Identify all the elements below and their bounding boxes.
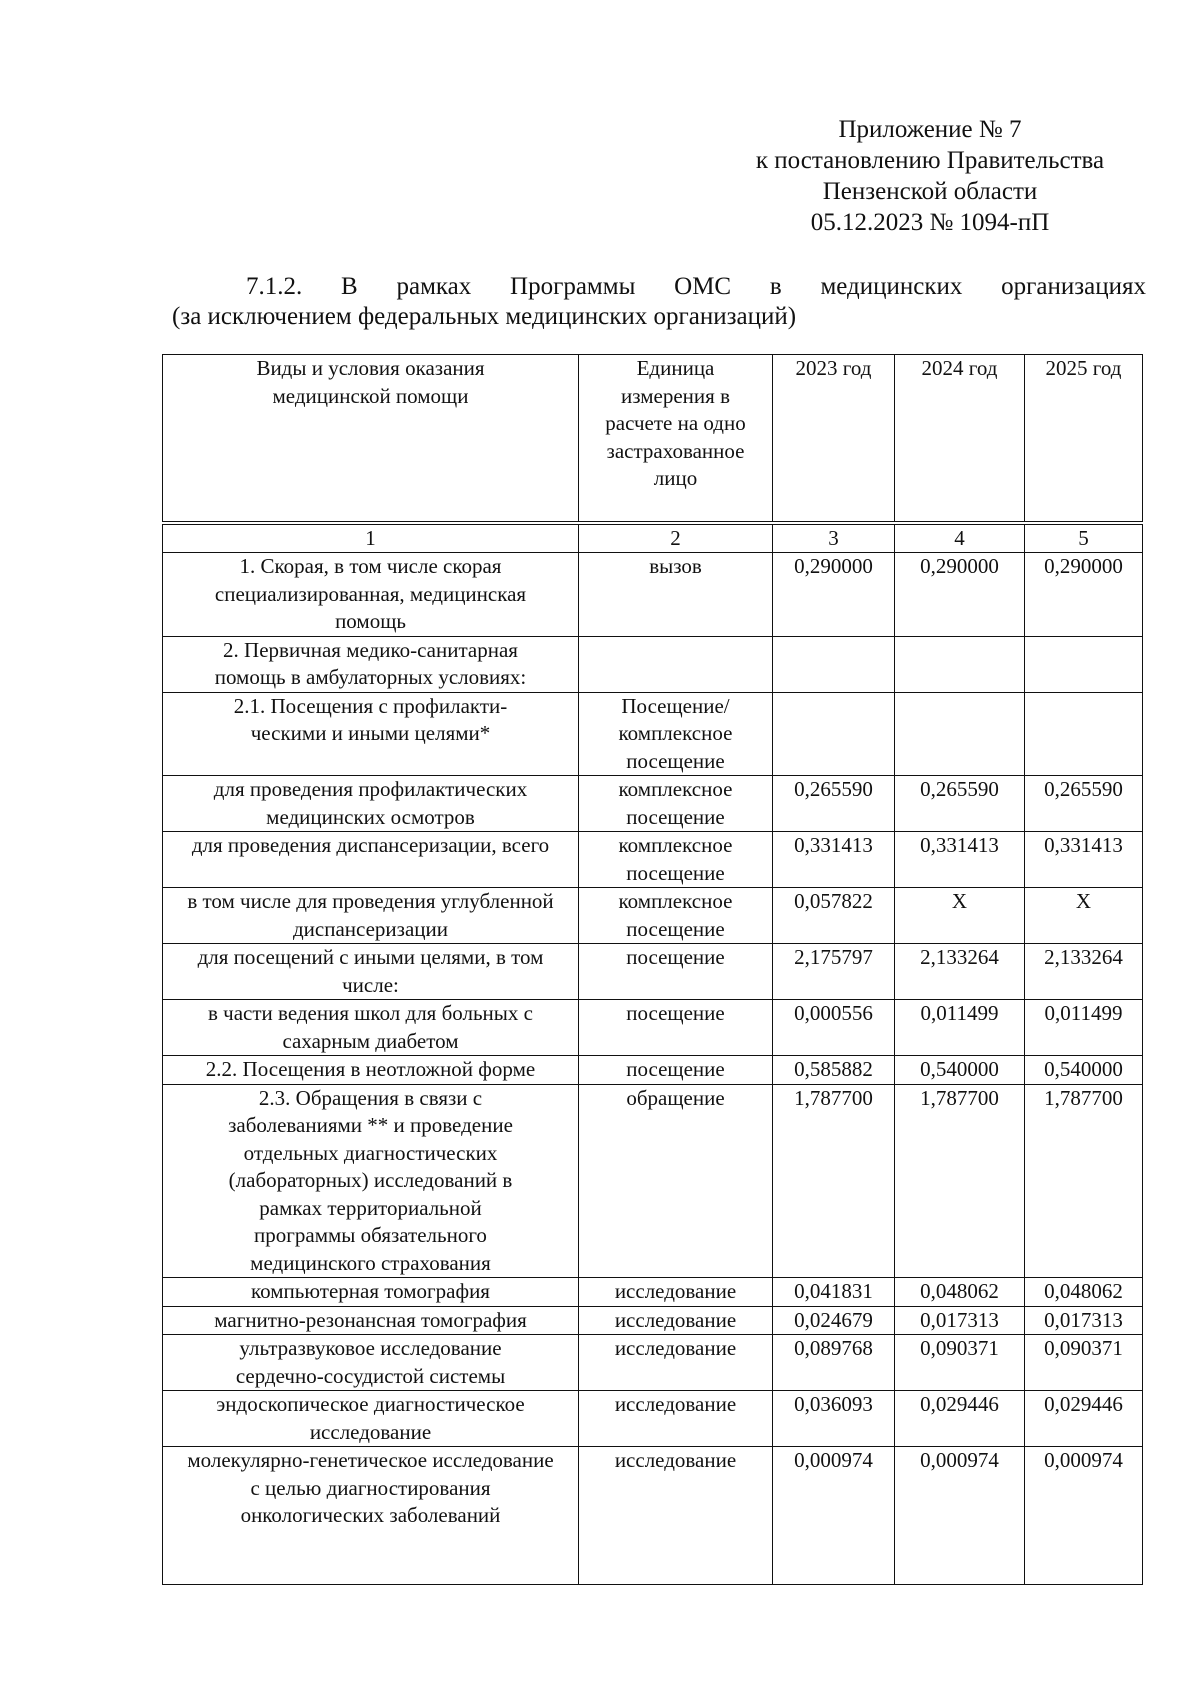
- row-value-2025: 0,331413: [1025, 832, 1143, 888]
- row-value-2024: 2,133264: [895, 944, 1025, 1000]
- section-heading-line1: 7.1.2. В рамках Программы ОМС в медицинских организациях: [246, 273, 1146, 300]
- row-value-2023: 0,331413: [773, 832, 895, 888]
- table-row: [163, 888, 1143, 944]
- row-care-type: ультразвуковое исследование сердечно-сосудистой системы: [163, 1335, 579, 1391]
- table-row: [163, 1335, 1143, 1391]
- header-2025: 2025 год: [1025, 355, 1143, 524]
- row-care-type: для проведения профилактических медицинских осмотров: [163, 776, 579, 832]
- header-unit: Единица измерения в расчете на одно застрахованное лицо: [579, 355, 773, 524]
- table-row: [163, 553, 1143, 637]
- row-value-2025: [1025, 692, 1143, 776]
- row-value-2024: 0,265590: [895, 776, 1025, 832]
- row-value-2023: 0,036093: [773, 1391, 895, 1447]
- appendix-number: Приложение № 7: [838, 116, 1022, 143]
- row-unit: посещение: [579, 1000, 773, 1056]
- row-care-type: для посещений с иными целями, в том числе:: [163, 944, 579, 1000]
- row-value-2023: [773, 636, 895, 692]
- row-value-2025: 1,787700: [1025, 1084, 1143, 1278]
- table-row: [163, 692, 1143, 776]
- row-care-type: магнитно-резонансная томография: [163, 1306, 579, 1335]
- row-unit: обращение: [579, 1084, 773, 1278]
- row-value-2025: Х: [1025, 888, 1143, 944]
- row-value-2023: 0,585882: [773, 1056, 895, 1085]
- row-care-type: компьютерная томография: [163, 1278, 579, 1307]
- row-unit: комплексное посещение: [579, 776, 773, 832]
- table-row: [163, 776, 1143, 832]
- row-unit: посещение: [579, 1056, 773, 1085]
- table-row: [163, 1447, 1143, 1585]
- row-value-2024: 0,331413: [895, 832, 1025, 888]
- row-value-2023: 0,000556: [773, 1000, 895, 1056]
- table-row: [163, 1306, 1143, 1335]
- row-unit: посещение: [579, 944, 773, 1000]
- row-care-type: в том числе для проведения углубленной диспансеризации: [163, 888, 579, 944]
- row-value-2024: [895, 692, 1025, 776]
- row-value-2024: [895, 636, 1025, 692]
- table-row: [163, 1056, 1143, 1085]
- row-unit: комплексное посещение: [579, 832, 773, 888]
- column-number: 5: [1025, 523, 1143, 553]
- row-care-type: эндоскопическое диагностическое исследование: [163, 1391, 579, 1447]
- row-care-type: 2.1. Посещения с профилакти-ческими и иными целями*: [163, 692, 579, 776]
- table-row: [163, 1084, 1143, 1278]
- row-value-2023: [773, 692, 895, 776]
- row-value-2025: 0,011499: [1025, 1000, 1143, 1056]
- header-care-type: Виды и условия оказания медицинской помощи: [163, 355, 579, 524]
- row-value-2025: 0,048062: [1025, 1278, 1143, 1307]
- row-care-type: для проведения диспансеризации, всего: [163, 832, 579, 888]
- table-row: [163, 1391, 1143, 1447]
- row-value-2023: 0,000974: [773, 1447, 895, 1585]
- column-number: 4: [895, 523, 1025, 553]
- table-row: [163, 1278, 1143, 1307]
- table-header-row: [163, 355, 1143, 524]
- row-value-2024: 0,290000: [895, 553, 1025, 637]
- row-value-2024: 0,048062: [895, 1278, 1025, 1307]
- appendix-date-number: 05.12.2023 № 1094-пП: [810, 209, 1050, 236]
- row-value-2024: 0,540000: [895, 1056, 1025, 1085]
- header-2024: 2024 год: [895, 355, 1025, 524]
- appendix-block: [700, 114, 1160, 238]
- row-value-2024: 0,000974: [895, 1447, 1025, 1585]
- row-value-2025: 0,540000: [1025, 1056, 1143, 1085]
- table-row: [163, 636, 1143, 692]
- row-value-2025: 0,017313: [1025, 1306, 1143, 1335]
- row-unit: [579, 636, 773, 692]
- appendix-resolution: к постановлению Правительства: [755, 147, 1105, 174]
- row-value-2023: 0,024679: [773, 1306, 895, 1335]
- row-unit: исследование: [579, 1447, 773, 1585]
- header-2023: 2023 год: [773, 355, 895, 524]
- row-value-2023: 2,175797: [773, 944, 895, 1000]
- row-value-2024: 0,011499: [895, 1000, 1025, 1056]
- volume-table: [162, 354, 1143, 1585]
- row-unit: исследование: [579, 1335, 773, 1391]
- row-unit: исследование: [579, 1391, 773, 1447]
- row-unit: исследование: [579, 1278, 773, 1307]
- table-row: [163, 1000, 1143, 1056]
- row-unit: Посещение/ комплексное посещение: [579, 692, 773, 776]
- row-unit: вызов: [579, 553, 773, 637]
- row-value-2023: 0,057822: [773, 888, 895, 944]
- row-value-2025: 0,265590: [1025, 776, 1143, 832]
- row-value-2025: 0,000974: [1025, 1447, 1143, 1585]
- table-row: [163, 832, 1143, 888]
- row-care-type: в части ведения школ для больных с сахарным диабетом: [163, 1000, 579, 1056]
- row-care-type: 2.2. Посещения в неотложной форме: [163, 1056, 579, 1085]
- section-heading: [172, 272, 1146, 332]
- row-value-2025: 0,290000: [1025, 553, 1143, 637]
- row-value-2024: 0,029446: [895, 1391, 1025, 1447]
- row-value-2023: 1,787700: [773, 1084, 895, 1278]
- row-care-type: 1. Скорая, в том числе скорая специализированная, медицинская помощь: [163, 553, 579, 637]
- row-unit: комплексное посещение: [579, 888, 773, 944]
- row-value-2023: 0,265590: [773, 776, 895, 832]
- column-number: 3: [773, 523, 895, 553]
- row-value-2025: 0,090371: [1025, 1335, 1143, 1391]
- row-value-2024: 0,017313: [895, 1306, 1025, 1335]
- column-number: 1: [163, 523, 579, 553]
- table-row: [163, 944, 1143, 1000]
- row-care-type: молекулярно-генетическое исследование с целью диагностирования онкологических заболеваний: [163, 1447, 579, 1585]
- row-care-type: 2.3. Обращения в связи с заболеваниями ** и проведение отдельных диагностических (лабораторных) исследований в рамках территориальной программы обязательного медицинского страхования: [163, 1084, 579, 1278]
- row-care-type: 2. Первичная медико-санитарная помощь в амбулаторных условиях:: [163, 636, 579, 692]
- section-heading-line2: (за исключением федеральных медицинских организаций): [172, 303, 797, 330]
- row-value-2024: 1,787700: [895, 1084, 1025, 1278]
- row-value-2024: 0,090371: [895, 1335, 1025, 1391]
- row-value-2025: 0,029446: [1025, 1391, 1143, 1447]
- row-value-2023: 0,041831: [773, 1278, 895, 1307]
- row-value-2023: 0,089768: [773, 1335, 895, 1391]
- column-number: 2: [579, 523, 773, 553]
- row-value-2025: [1025, 636, 1143, 692]
- row-value-2023: 0,290000: [773, 553, 895, 637]
- row-unit: исследование: [579, 1306, 773, 1335]
- appendix-region: Пензенской области: [822, 178, 1038, 205]
- row-value-2024: Х: [895, 888, 1025, 944]
- row-value-2025: 2,133264: [1025, 944, 1143, 1000]
- column-number-row: [163, 523, 1143, 553]
